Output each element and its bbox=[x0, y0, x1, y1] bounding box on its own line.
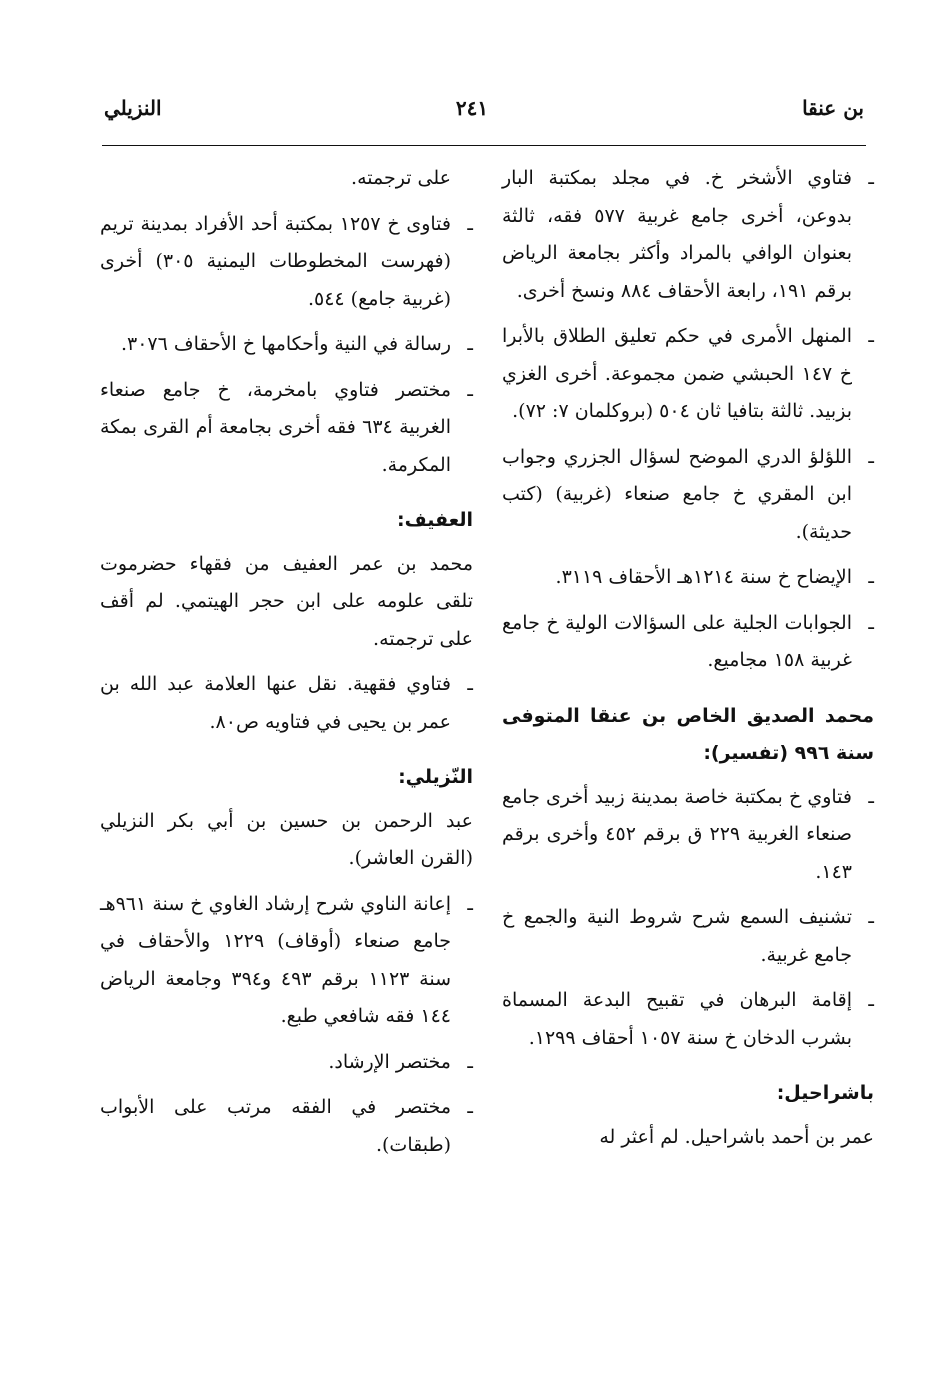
paragraph: محمد بن عمر العفيف من فقهاء حضرموت تلقى علومه على ابن حجر الهيتمي. لم أقف على ترجمته. bbox=[100, 552, 473, 650]
entry-text: مختصر الإرشاد. bbox=[328, 1050, 451, 1073]
bibliography-entry bbox=[502, 318, 874, 431]
paragraph: على ترجمته. bbox=[351, 167, 451, 189]
entry-text: فتاوي الأشخر خ. في مجلد بمكتبة البار بدوعن، أخرى جامع غربية ٥٧٧ فقه، ثالثة بعنوان الوافي بالمراد وأكثر بجامعة الرياض برقم ١٩١، رابعة الأحقاف ٨٨٤ ونسخ أخرى. bbox=[502, 167, 852, 302]
bibliography-entry bbox=[502, 439, 874, 552]
bibliography-entry bbox=[100, 886, 473, 1036]
bibliography-entry bbox=[502, 559, 874, 597]
entry-text: إعانة الناوي شرح إرشاد الغاوي خ سنة ٩٦١هـ جامع صنعاء (أوقاف) ١٢٢٩ والأحقاف في سنة ١١٢٣ برقم ٤٩٣ و٣٩٤ وجامعة الرياض ١٤٤ فقه شافعي طبع. bbox=[100, 892, 451, 1027]
running-header-right: بن عنقا bbox=[802, 96, 864, 120]
page-number: ٢٤١ bbox=[455, 96, 489, 120]
bibliography-entry bbox=[100, 326, 473, 364]
entry-dash: ـ bbox=[467, 212, 473, 235]
entry-text: مختصر فتاوي بامخرمة، خ جامع صنعاء الغربية ٦٣٤ فقه أخرى بجامعة أم القرى بمكة المكرمة. bbox=[100, 378, 452, 476]
entry-text: الإيضاح خ سنة ١٢١٤هـ الأحقاف ٣١١٩. bbox=[555, 566, 852, 588]
entry-dash: ـ bbox=[868, 989, 874, 1011]
running-header-left: النزيلي bbox=[104, 96, 162, 120]
header-rule bbox=[102, 145, 866, 146]
entry-text: مختصر في الفقه مرتب على الأبواب (طبقات). bbox=[100, 1096, 451, 1156]
entry-text: فتاوي خ بمكتبة خاصة بمدينة زبيد أخرى جامع صنعاء الغربية ٢٢٩ ق برقم ٤٥٢ وأخرى برقم ١٤٣. bbox=[502, 785, 853, 883]
bibliography-entry bbox=[502, 899, 874, 974]
entry-text: الجوابات الجلية على السؤالات الولية خ جامع غربية ١٥٨ مجاميع. bbox=[502, 611, 852, 671]
entry-dash: ـ bbox=[868, 785, 874, 808]
entry-dash: ـ bbox=[467, 892, 473, 915]
paragraph: عمر بن أحمد باشراحيل. لم أعثر له bbox=[599, 1125, 874, 1148]
section-heading: باشراحيل: bbox=[776, 1082, 874, 1104]
bibliography-entry bbox=[100, 206, 473, 319]
entry-dash: ـ bbox=[868, 906, 874, 928]
entry-text: فتاوى خ ١٢٥٧ بمكتبة أحد الأفراد بمدينة تريم (فهرست المخطوطات اليمنية ٣٠٥) أخرى (غربية جامع) ٥٤٤. bbox=[100, 212, 451, 310]
entry-dash: ـ bbox=[467, 333, 473, 355]
entry-dash: ـ bbox=[868, 325, 874, 347]
bibliography-entry bbox=[502, 982, 874, 1057]
left-column bbox=[100, 160, 473, 1172]
section-heading: النّزيلي: bbox=[398, 766, 473, 788]
bibliography-entry bbox=[100, 666, 473, 741]
right-column bbox=[502, 160, 874, 1164]
entry-dash: ـ bbox=[868, 167, 874, 189]
section-heading: محمد الصديق الخاص بن عنقا المتوفى سنة ٩٩٦ (تفسير): bbox=[502, 704, 874, 764]
entry-dash: ـ bbox=[868, 566, 874, 588]
entry-dash: ـ bbox=[868, 445, 874, 468]
paragraph: عبد الرحمن بن حسين بن أبي بكر النزيلي (القرن العاشر). bbox=[100, 809, 473, 869]
entry-dash: ـ bbox=[868, 611, 874, 634]
entry-text: المنهل الأمرى في حكم تعليق الطلاق بالأبرا خ ١٤٧ الحبشي ضمن مجموعة. أخرى الغزي بزبيد. ثالثة بتافيا ثان ٥٠٤ (بروكلمان ٧: ٧٢). bbox=[502, 325, 852, 422]
entry-dash: ـ bbox=[467, 673, 473, 695]
entry-text: رسالة في النية وأحكامها خ الأحقاف ٣٠٧٦. bbox=[120, 333, 451, 355]
entry-dash: ـ bbox=[467, 1050, 473, 1073]
entry-text: اللؤلؤ الدري الموضح لسؤال الجزري وجواب ابن المقري خ جامع صنعاء (غربية) (كتب حديثة). bbox=[502, 445, 852, 543]
entry-dash: ـ bbox=[467, 1096, 473, 1118]
bibliography-entry bbox=[502, 779, 874, 892]
entry-text: تشنيف السمع شرح شروط النية والجمع خ جامع غربية. bbox=[502, 906, 852, 966]
entry-text: فتاوي فقهية. نقل عنها العلامة عبد الله بن عمر بن يحيى في فتاويه ص٨٠. bbox=[100, 673, 451, 733]
bibliography-entry bbox=[502, 160, 874, 310]
entry-dash: ـ bbox=[467, 378, 473, 401]
bibliography-entry bbox=[100, 372, 473, 485]
entry-text: إقامة البرهان في تقبيح البدعة المسماة بشرب الدخان خ سنة ١٠٥٧ أحقاف ١٢٩٩. bbox=[502, 989, 852, 1049]
section-heading: العفيف: bbox=[396, 509, 473, 531]
bibliography-entry bbox=[502, 605, 874, 680]
bibliography-entry bbox=[100, 1044, 473, 1082]
bibliography-entry bbox=[100, 1089, 473, 1164]
